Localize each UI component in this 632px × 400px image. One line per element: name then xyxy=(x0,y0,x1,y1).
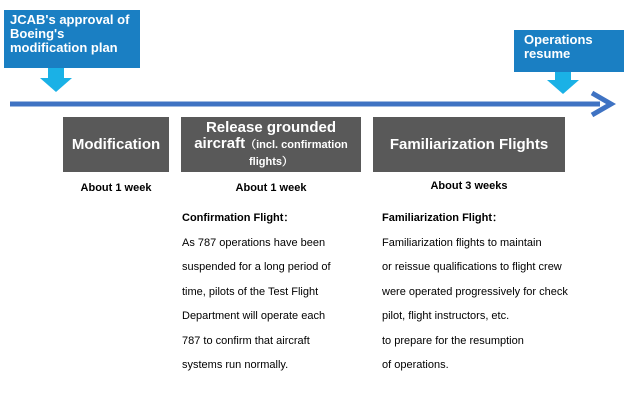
duration-release: About 1 week xyxy=(235,182,307,194)
callout-end-line-1: Operations xyxy=(524,32,593,47)
phase-familiarization-flights xyxy=(373,117,565,172)
description-familiarization-line: to prepare for the resumption xyxy=(382,334,524,347)
callout-jcab-approval xyxy=(4,10,140,68)
phase-familiarization-label: Familiarization Flights xyxy=(389,136,549,153)
description-familiarization-flight xyxy=(382,206,602,378)
start-pointer-stem xyxy=(48,68,64,78)
description-familiarization-line: Familiarization flights to maintain xyxy=(382,236,542,249)
description-confirmation-line: 787 to confirm that aircraft xyxy=(182,334,310,347)
phase-release-note: （incl. confirmation flights） xyxy=(245,138,348,168)
description-familiarization-line: of operations. xyxy=(382,359,449,371)
phase-release-label-aircraft: aircraft xyxy=(194,134,246,152)
callout-end-line-2: resume xyxy=(524,46,571,61)
description-confirmation-line: time, pilots of the Test Flight xyxy=(182,285,319,298)
duration-familiarization: About 3 weeks xyxy=(430,180,508,192)
description-familiarization-line: were operated progressively for check xyxy=(382,285,568,298)
description-confirmation-title: Confirmation Flight： xyxy=(182,212,295,224)
callout-start-line-2: Boeing's xyxy=(10,26,65,41)
description-confirmation-line: systems run normally. xyxy=(182,359,289,371)
description-confirmation-line: As 787 operations have been xyxy=(182,236,326,249)
phase-release-label-line-2 xyxy=(181,136,361,170)
description-familiarization-line: pilot, flight instructors, etc. xyxy=(382,310,510,322)
callout-operations-resume xyxy=(514,30,624,72)
phase-release-label-line-1: Release grounded xyxy=(205,118,337,136)
phase-modification-label: Modification xyxy=(71,136,161,153)
description-confirmation-flight xyxy=(182,206,362,378)
description-familiarization-title: Familiarization Flight： xyxy=(382,212,504,224)
timeline-arrow xyxy=(0,90,632,120)
callout-start-line-3: modification plan xyxy=(10,40,118,55)
end-pointer-stem xyxy=(555,72,571,80)
phase-release-grounded-aircraft xyxy=(181,117,361,172)
phase-modification xyxy=(63,117,169,172)
description-confirmation-line: Department will operate each xyxy=(182,310,326,322)
callout-start-line-1: JCAB's approval of xyxy=(10,12,130,27)
description-confirmation-line: suspended for a long period of xyxy=(182,261,331,273)
duration-modification: About 1 week xyxy=(80,182,152,194)
description-familiarization-line: or reissue qualifications to flight crew xyxy=(382,261,562,273)
